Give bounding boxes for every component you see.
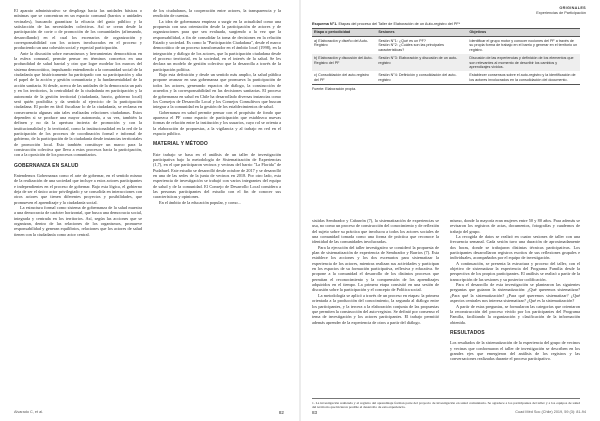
- footer-author: Alvarado C, et al.: [14, 410, 44, 414]
- paragraph: Para la ejecución del taller investigativo se consideró la propuesta de plan de sistematización de experiencia de Sembrador y Barrios (7). Esta establece los acciones y los dos escenarios para sistematizar la experiencia de los actores, mientras realizan sus actividades y participan en los espacios de su formación participativa, reflexiva y educativa. Se propone a la comunidad el desarrollo de los distintos procesos que permitan el reconocimiento y la comprensión de los aprendizajes adquiridos en el tiempo. La primera etapa consistió en una sesión de discusión sobre la participación y el concepto de Política social.: [312, 244, 439, 293]
- running-header-journal: ORIGINALES: [559, 6, 586, 10]
- paragraph: Gobernanza en salud permite pensar con el propósito de fondo que aparezca el PF como espacio de participación que establezca nuevas formas de relación entre la institución y los usuarios, cuyo rol se orienta a la elaboración de propuestas, a la vigilancia y al trabajo en red en el espacio público.: [153, 109, 281, 136]
- table-caption: [312, 22, 580, 27]
- table-header-cell: Objetivos: [467, 28, 580, 36]
- footer-journal-reference: Cuad Méd Soc (Chile) 2019, 59 (3): 81-94: [515, 410, 586, 414]
- paragraph: Bajo esta definición y desde un sentido más amplio, la salud pública propone avanzar en una gobernanza que promueva la participación de todos los actores, generando espacios de diálogo, la construcción de acuerdos y la corresponsabilidad en las decisiones sanitarias. El proceso de gobernanza en salud en Chile ha desarrollado diversas instancias como los Consejos de Desarrollo Local y los Consejos Consultivos que buscan integrar a la comunidad en la gestión de los establecimientos de salud.: [153, 72, 281, 110]
- section-heading-material-metodo: MATERIAL Y MÉTODO: [153, 141, 208, 148]
- table-cell: c) Consolidación del auto-registro del PF: [312, 71, 376, 84]
- section-heading-gobernanza: GOBERNANZA EN SALUD: [14, 162, 79, 169]
- paragraph: Entendemos Gobernanza como el arte de gobernar, en el sentido mismo de la realización de una sociedad que incluye a estos actores participantes e independientes en el proceso de gobernar. Bajo esta lógica, el gobierno deja de ser el único actor privilegiado y se consolida en interacciones con otros actores que tienen diferentes proyectos y posibilidades, que promueven el aprendizaje y la ciudadanía social.: [14, 172, 142, 205]
- table-cell: b) Elaboración y discusión del Auto-Registro del PF: [312, 54, 376, 71]
- right-page: [300, 0, 600, 421]
- paragraph: La idea de gobernanza empieza a surgir en la actualidad como una propuesta con una orientación desde la participación de actores y de organizaciones para que sea evaluada, surgiendo a la vez que la responsabilidad, a fin de consolidar la toma de decisiones en la relación Estado y sociedad. Es como la "Participación Ciudadana", desde el marco democrático de un proceso transformador en el ámbito local (1998), en la integración y diálogo de los actores, que la participación ciudadana desde el proceso territorial, en la sociedad, en el interés de la salud. Se les declara un modelo de gestión colectivo que la desarrolla a través de la participación política.: [153, 18, 281, 72]
- table-header-cell: Sesiones: [376, 28, 467, 36]
- paragraph: La estructura formal como sistema de gobernanza de la salud muestra a una democracia de carácter horizontal, que busca una democracia social, integrada y centrada en los territorios. Así, según las acciones que se organizan, dentro de las relaciones de los organismos, promueve responsabilidad y generan equilibrios, relaciones que los actores de salud tienen con la ciudadanía como actor central.: [14, 205, 142, 237]
- table-header-row: [312, 28, 580, 36]
- paragraph: sistidas Sembrador y Cabarrón (7), la sistematización de experiencias se usa, no como un proceso de construcción del conocimiento y de reflexión del sujeto sobre su práctica que involucra a todos los actores sociales de una comunidad tomada como una forma de práctica que reconoce la identidad de las comunidades involucradas.: [312, 218, 439, 245]
- table-caption-text: Etapas del proceso del Taller de Elaboración de un Auto-registro del PF*: [338, 22, 461, 26]
- table-cell: Sesión N°4: Definición y consolidación del auto-registro: [376, 71, 467, 84]
- paragraph: La metodología se aplicó a través de un proceso en etapas: la primera orientada a la producción del conocimiento, la segunda al diálogo entre los participantes, y la tercera a la elaboración conjunta de las propuestas que permiten la construcción del auto-registro. Se definió por consenso el tema de investigación y los actores participantes. El trabajo permitió además aprender de la experiencia de otros a partir del diálogo.: [312, 292, 439, 325]
- table-cell: a) Elaboración y diseño del Auto-Registro: [314, 39, 369, 48]
- paragraph: mismo, donde la mayoría eran mujeres entre 50 y 80 años. Para además se revisaron los registros de actas, documentos, fotografías y cuadernos de trabajo del grupo.: [450, 218, 580, 234]
- running-header: [536, 6, 586, 15]
- footnote: 1. La investigación realizada y el registro del aprendizaje forman parte del proyecto de investigación en salud comunitaria. Se agradece a los participantes del taller y a los equipos de salud del territorio que hicieron posible el desarrollo de esta experiencia.: [312, 398, 580, 409]
- paragraph: Este trabajo se basa en el análisis de un taller de investigación participativa bajo la metodología de Sistematización de Experiencias (1,7), en el que participaron vecinos y vecinas del barrio "La Florida" de Pudahuel. Este estudio se desarrolló desde octubre de 2017 y se desarrolló en una de las sedes de la junta de vecinos en 2018. Por otro lado, esta experiencia de investigación se trabajó con varios integrantes del equipo de salud y de la comunidad. El Consejo de Desarrollo Local considera a las personas participantes del estudio con el fin de conocer sus características y opiniones.: [153, 151, 281, 200]
- paragraph: Los resultados de la sistematización de la experiencia del grupo de vecinos y vecinas que conformaron el taller de investigación se describen en los grandes ejes que emergieron del análisis de los registros y las conversaciones realizadas durante el proceso participativo.: [450, 340, 580, 362]
- paragraph: Para el desarrollo de esta investigación se plantearon las siguientes preguntas que guiaron la sistematización: ¿Qué queremos sistematizar? ¿Para qué la sistematización? ¿Para qué queremos sistematizar? ¿Qué aspectos centrales nos interesa sistematizar? ¿Qué es la sistematización?: [450, 282, 580, 304]
- paragraph: de los ciudadanos, la cooperación entre actores, la transparencia y la rendición de cuentas.: [153, 8, 281, 19]
- table-row: [312, 71, 580, 84]
- paragraph: El aparato administrativo se despliega hacia las unidades básicas o mínimas que se concentran en un espacio comunal (barrios o unidades vecinales), buscando garantizar la eficacia del gasto público y la satisfacción de las necesidades colectivas. Así se crean desde la participación de corte o de promoción de los comunidades (afirmando, desarrollando) en el cual los escenarios de organización y corresponsabilidad con los actores involucrados en el proceso y produciendo un una cohesión social y especial participación.: [14, 8, 142, 51]
- table-caption-label: Esquema N°1.: [312, 22, 338, 26]
- table-cell: Sesión N°1: ¿Qué es un PF? Sesión N°2: ¿Cuáles son las principales características?: [378, 39, 444, 52]
- paragraph: En el ámbito de la educación popular, y como...: [159, 199, 241, 205]
- table-header-cell: Etapa o periodicidad: [312, 28, 376, 36]
- table-row: [312, 54, 580, 71]
- left-column-1: [14, 8, 142, 237]
- table-cell: Discusión de las experiencias y definición de los elementos que son relevantes al momento de describir los cambios y aprendizajes vividos.: [467, 54, 580, 71]
- table-cell: Establecer consensos sobre el auto-registro y la identificación de los actores involucrados en la consolidación del documento.: [467, 71, 580, 84]
- section-heading-resultados: RESULTADOS: [450, 329, 485, 336]
- running-header-section: Experiencias de Participación: [536, 10, 586, 15]
- paragraph: Ante la discusión sobre mecanismos y herramientas democráticas en la esfera comunal, permite pensar en términos concretos en una profundidad de salud barrial y otro que logre modelar los marcos del sistema democrático, impulsando entendiendo a la comunidad social de la ciudadanía que históricamente ha participado con su participación y alta el papel de la acción y gestión comunitaria y la fundamentalidad de la acción sanitaria. Si desde, acerca de las unidades de la democracia un país y en los territorios, la centralidad de la ciudadanía en participación y la autonomía de la gestión territorial (ciudadanía, barrio, gobierno local) será quién posibilita y da sentido al ejercicio de la participación ciudadana. El poder en fácil fiscalizar lo de la ciudadanía, se reclama en consecuencia algunas aún tales realizadas relaciones ciudadanas. Estos dependen si se produce una mayor autonomía, a su vez, también la definen y no da la apertura incierta de promoción y con la institucionalidad y lo territorial, como la institucionalidad en la red de la participación de los procesos de coordinación formal e informal de gobierno, de la participación de la ciudadanía desde instancias territoriales de promoción local. Esto también constituye un marco para la construcción colectiva que lleva a estos procesos hacia la participación, con a la oposición de los procesos comunitarios.: [14, 50, 142, 158]
- table-source: Fuente: Elaboración propia.: [312, 86, 357, 91]
- table-cell: Identificar el grupo motor y conocer nociones del PF a través de su propia forma de trabajo en el barrio y generar en el territorio un registro.: [469, 39, 578, 52]
- page-number-right: 83: [312, 410, 318, 415]
- table-cell: Sesión N°3: Elaboración y discusión de un auto-registro: [376, 54, 467, 71]
- right-column-2: [450, 218, 580, 362]
- table-row: [312, 37, 580, 55]
- paragraph: La recogida de datos se realizó en cuatro sesiones de taller con una frecuencia semanal. Cada sesión tuvo una duración de aproximadamente dos horas, donde se trabajaron distintas técnicas participativas. Los participantes desarrollaron registros escritos de sus reflexiones grupales e individuales, acompañados por el equipo de investigación.: [450, 234, 580, 261]
- scheme-table-block: [312, 22, 580, 91]
- scheme-table: [312, 28, 580, 86]
- right-column-1: [312, 218, 439, 325]
- paragraph: A continuación, se presenta la estructura y proceso del taller, con el objetivo de sistematizar la experiencia del Programa Familia desde la perspectiva de los propios participantes. El análisis se realizó a partir de la transcripción de las sesiones y su posterior codificación.: [450, 260, 580, 282]
- page-number-left: 82: [278, 410, 284, 415]
- left-column-2: [153, 8, 281, 205]
- paragraph: A partir de estas preguntas, se formularon las categorías que orientaron la reconstrucción del proceso vivido por los participantes del Programa Familia, facilitando la organización y clasificación de la información obtenida.: [450, 303, 580, 325]
